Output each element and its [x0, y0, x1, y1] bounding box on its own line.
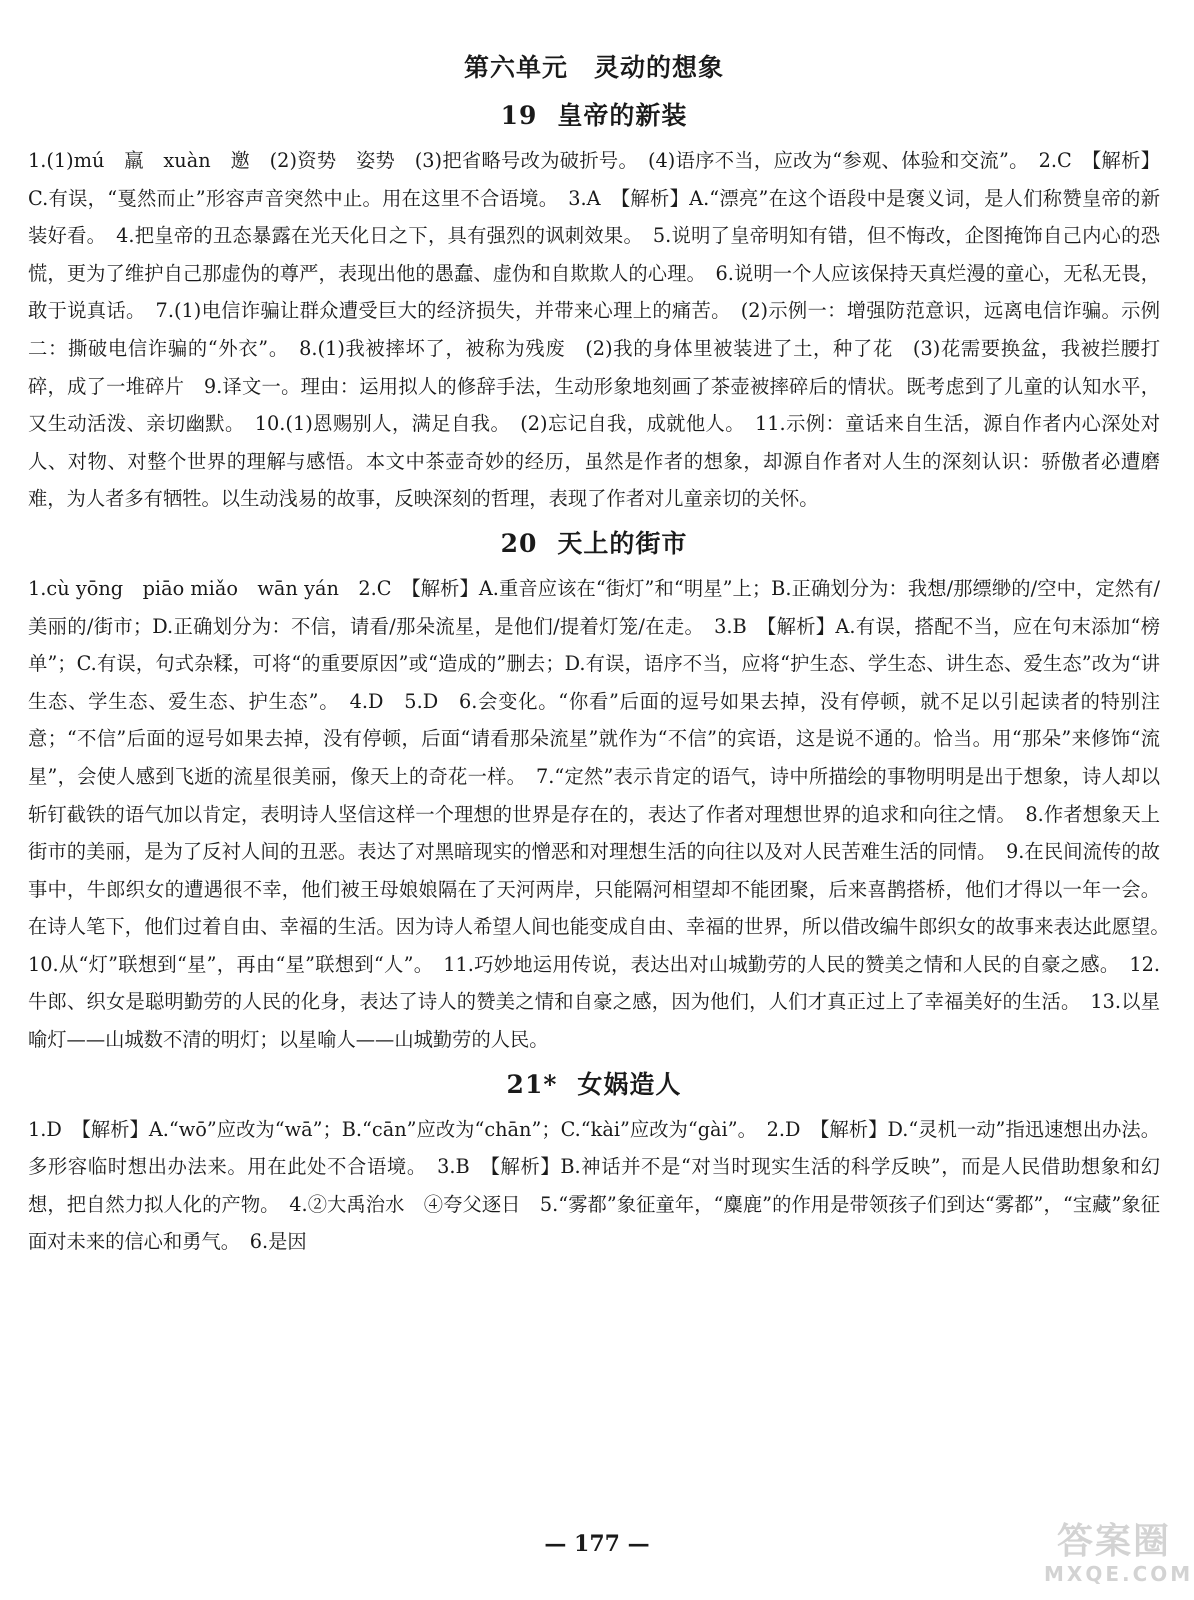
- page-number: — 177 —: [544, 1531, 650, 1557]
- site-watermark: [1044, 1521, 1194, 1594]
- lesson-answers-20: 1.cù yōng piāo miǎo wān yán 2.C 【解析】A.重音应该在“街灯”和“明星”上；B.正确划分为：我想/那缥缈的/空中，定然有/美丽的/街市；D.正确划分为：不信，请看/那朵流星，是他们/提着灯笼/在走。 3.B 【解析】A.有误，搭配不当，应在句末添加“榜单”；C.有误，句式杂糅，可将“的重要原因”或“造成的”删去；D.有误，语序不当，应将“护生态、学生态、讲生态、爱生态”改为“讲生态、学生态、爱生态、护生态”。 4.D 5.D 6.会变化。“你看”后面的逗号如果去掉，没有停顿，就不足以引起读者的特别注意；“不信”后面的逗号如果去掉，没有停顿，后面“请看那朵流星”就作为“不信”的宾语，这是说不通的。恰当。用“那朵”来修饰“流星”，会使人感到飞逝的流星很美丽，像天上的奇花一样。 7.“定然”表示肯定的语气，诗中所描绘的事物明明是出于想象，诗人却以斩钉截铁的语气加以肯定，表明诗人坚信这样一个理想的世界是存在的，表达了作者对理想世界的追求和向往之情。 8.作者想象天上街市的美丽，是为了反衬人间的丑恶。表达了对黑暗现实的憎恶和对理想生活的向往以及对人民苦难生活的同情。 9.在民间流传的故事中，牛郎织女的遭遇很不幸，他们被王母娘娘隔在了天河两岸，只能隔河相望却不能团聚，后来喜鹊搭桥，他们才得以一年一会。在诗人笔下，他们过着自由、幸福的生活。因为诗人希望人间也能变成自由、幸福的世界，所以借改编牛郎织女的故事来表达此愿望。 10.从“灯”联想到“星”，再由“星”联想到“人”。 11.巧妙地运用传说，表达出对山城勤劳的人民的赞美之情和人民的自豪之感。 12.牛郎、织女是聪明勤劳的人民的化身，表达了诗人的赞美之情和自豪之感，因为他们，人们才真正过上了幸福美好的生活。 13.以星喻灯——山城数不清的明灯；以星喻人——山城勤劳的人民。: [28, 576, 1180, 1052]
- lesson-title-21: [28, 1065, 1160, 1101]
- lesson-number: 19: [500, 101, 538, 130]
- lesson-name: 皇帝的新装: [557, 101, 688, 130]
- lesson-answers-19: 1.(1)mú 羸 xuàn 邀 (2)资势 姿势 (3)把省略号改为破折号。 (4)语序不当，应改为“参观、体验和交流”。 2.C 【解析】C.有误，“戛然而止”形容声音突然中止。用在这里不合语境。 3.A 【解析】A.“漂亮”在这个语段中是褒义词，是人们称赞皇帝的新装好看。 4.把皇帝的丑态暴露在光天化日之下，具有强烈的讽刺效果。 5.说明了皇帝明知有错，但不悔改，企图掩饰自己内心的恐慌，更为了维护自己那虚伪的尊严，表现出他的愚蠢、虚伪和自欺欺人的心理。 6.说明一个人应该保持天真烂漫的童心，无私无畏，敢于说真话。 7.(1)电信诈骗让群众遭受巨大的经济损失，并带来心理上的痛苦。 (2)示例一：增强防范意识，远离电信诈骗。示例二：撕破电信诈骗的“外衣”。 8.(1)我被摔坏了，被称为残废 (2)我的身体里被装进了土，种了花 (3)花需要换盆，我被拦腰打碎，成了一堆碎片 9.译文一。理由：运用拟人的修辞手法，生动形象地刻画了茶壶被摔碎后的情状。既考虑到了儿童的认知水平，又生动活泼、亲切幽默。 10.(1)恩赐别人，满足自我。 (2)忘记自我，成就他人。 11.示例：童话来自生活，源自作者内心深处对人、对物、对整个世界的理解与感悟。本文中茶壶奇妙的经历，虽然是作者的想象，却源自作者对人生的深刻认识：骄傲者必遭磨难，为人者多有牺牲。以生动浅易的故事，反映深刻的哲理，表现了作者对儿童亲切的关怀。: [28, 149, 1160, 511]
- lesson-title-20: [28, 524, 1160, 560]
- lesson-number: 20: [500, 528, 538, 558]
- lesson-name: 天上的街市: [557, 528, 688, 558]
- watermark-logo-text: 答案圈: [1056, 1521, 1171, 1562]
- watermark-url: MXQE.COM: [1044, 1562, 1194, 1586]
- unit-title: 第六单元 灵动的想象: [463, 53, 724, 82]
- lesson-number: 21*: [506, 1069, 558, 1099]
- lesson-name: 女娲造人: [577, 1069, 682, 1099]
- lesson-answers-21: 1.D 【解析】A.“wō”应改为“wā”；B.“cān”应改为“chān”；C.“kài”应改为“gài”。 2.D 【解析】D.“灵机一动”指迅速想出办法。多形容临时想出办法来。用在此处不合语境。 3.B 【解析】B.神话并不是“对当时现实生活的科学反映”，而是人民借助想象和幻想，把自然力拟人化的产物。 4.②大禹治水 ④夸父逐日 5.“雾都”象征童年，“麋鹿”的作用是带领孩子们到达“雾都”，“宝藏”象征面对未来的信心和勇气。 6.是因: [28, 1117, 1160, 1254]
- lesson-title-19: [28, 96, 1160, 132]
